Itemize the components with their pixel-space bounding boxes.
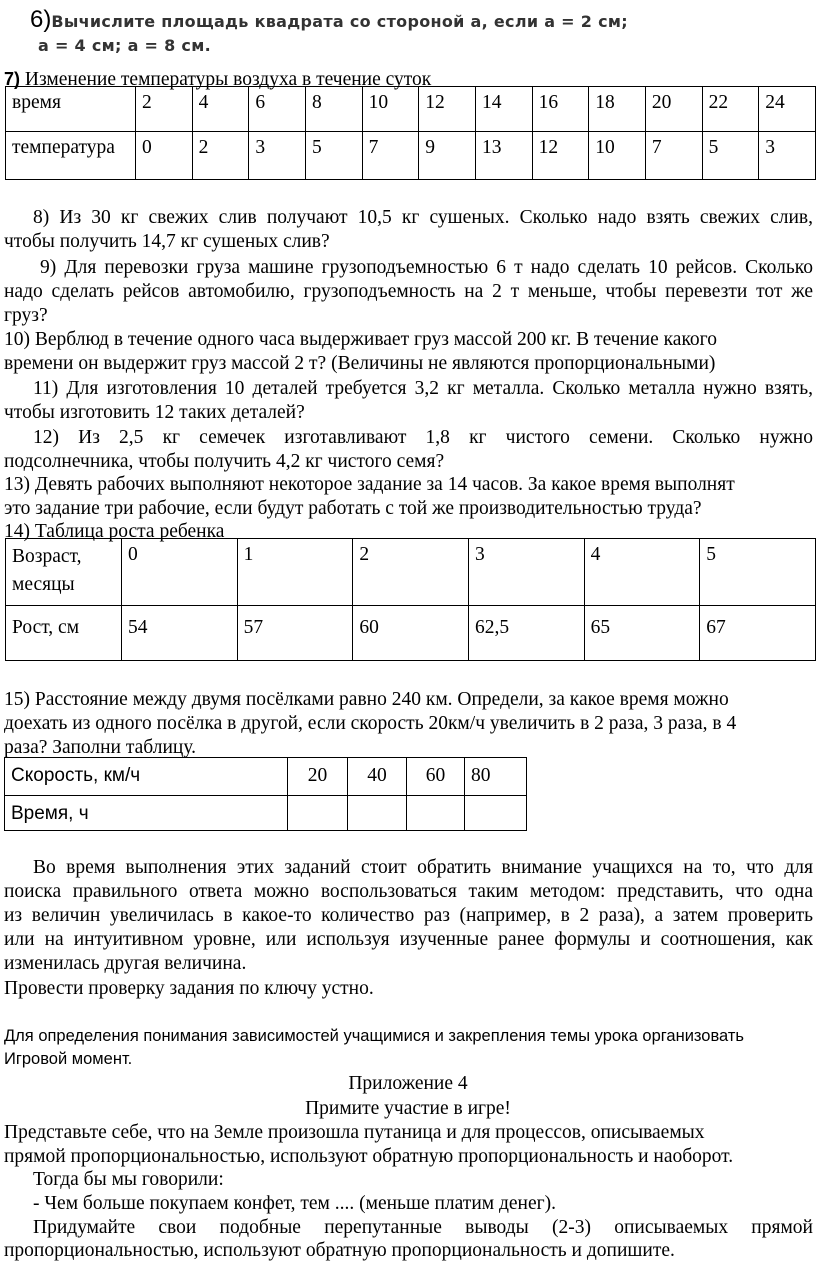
- table-cell: 12: [419, 87, 476, 132]
- table-cell: 1: [237, 539, 353, 606]
- table-cell: 5: [700, 539, 816, 606]
- task13-line2: это задание три рабочие, если будут работать с той же производительностью труда?: [4, 498, 702, 519]
- task14-title: 14) Таблица роста ребенка: [4, 521, 225, 542]
- table-cell: 22: [702, 87, 759, 132]
- table-cell: 12: [532, 132, 589, 180]
- table-cell: 65: [584, 606, 700, 661]
- note-line5: изменилась другая величина.: [4, 953, 247, 974]
- task9-line3: груз?: [4, 305, 48, 326]
- task7-number: 7): [4, 69, 21, 89]
- appendix-line1: Представьте себе, что на Земле произошла путаница и для процессов, описываемых: [4, 1122, 705, 1143]
- table-row: [6, 132, 816, 180]
- task12-line2: подсолнечника, чтобы получить 4,2 кг чистого семя?: [4, 451, 445, 472]
- game-intro-line2: Игровой момент.: [4, 1050, 133, 1068]
- game-intro-line1: Для определения понимания зависимостей учащимися и закрепления темы урока организовать: [4, 1027, 745, 1045]
- table-cell: [288, 796, 348, 831]
- table-cell: Время, ч: [5, 796, 288, 831]
- task13-line1: 13) Девять рабочих выполняют некоторое задание за 14 часов. За какое время выполнят: [4, 474, 735, 495]
- table-cell: Возраст, месяцы: [6, 539, 122, 606]
- table-cell: 54: [122, 606, 238, 661]
- note-line4: или на интуитивном уровне, или используя изученные ранее формулы и соотношения, как: [4, 929, 813, 950]
- table-cell: 60: [353, 606, 469, 661]
- table-cell: 80: [465, 758, 527, 796]
- temperature-table: [5, 86, 816, 180]
- appendix-line5: Придумайте свои подобные перепутанные выводы (2-3) описываемых прямой: [33, 1217, 813, 1238]
- table-row: [6, 87, 816, 132]
- note-line3: из величин увеличилась в какое-то количество раз (например, в 2 раза), а затем проверить: [4, 905, 813, 926]
- table-row: [5, 796, 527, 831]
- table-cell: 2: [353, 539, 469, 606]
- task7-title-text: Изменение температуры воздуха в течение суток: [20, 69, 432, 90]
- table-cell: 7: [645, 132, 702, 180]
- child-growth-table: [5, 538, 816, 661]
- table-cell: 9: [419, 132, 476, 180]
- task8-line2: чтобы получить 14,7 кг сушеных слив?: [4, 231, 330, 252]
- table-cell: 3: [468, 539, 584, 606]
- table-cell: 3: [759, 132, 816, 180]
- task11-line1: 11) Для изготовления 10 деталей требуется 3,2 кг металла. Сколько металла нужно взять,: [33, 378, 813, 399]
- appendix-line3: Тогда бы мы говорили:: [33, 1169, 224, 1190]
- table-row: [6, 606, 816, 661]
- table-cell: 40: [348, 758, 407, 796]
- table-cell: 62,5: [468, 606, 584, 661]
- task11-line2: чтобы изготовить 12 таких деталей?: [4, 402, 305, 423]
- table-cell: 18: [589, 87, 646, 132]
- task15-line2: доехать из одного посёлка в другой, если скорость 20км/ч увеличить в 2 раза, 3 раза, в 4: [4, 713, 737, 734]
- table-cell: 8: [305, 87, 362, 132]
- table-cell: 14: [475, 87, 532, 132]
- table-cell: 0: [136, 132, 193, 180]
- table-cell: 10: [362, 87, 419, 132]
- table-cell: 2: [192, 132, 249, 180]
- speed-time-table: [4, 757, 527, 831]
- task6: [30, 8, 628, 34]
- table-row: [5, 758, 527, 796]
- table-cell: 24: [759, 87, 816, 132]
- task6-line2: a = 4 см; a = 8 см.: [38, 36, 211, 55]
- task9-line2: надо сделать рейсов автомобилю, грузоподъемность на 2 т меньше, чтобы перевезти тот же: [4, 281, 813, 302]
- table-cell: [407, 796, 465, 831]
- table-cell: температура: [6, 132, 136, 180]
- table-cell: [465, 796, 527, 831]
- table-cell: [348, 796, 407, 831]
- task12-line1: 12) Из 2,5 кг семечек изготавливают 1,8 кг чистого семени. Сколько нужно: [33, 427, 813, 448]
- table-cell: 10: [589, 132, 646, 180]
- appendix-subtitle: Примите участие в игре!: [305, 1098, 511, 1119]
- appendix-title: Приложение 4: [348, 1073, 468, 1094]
- table-cell: 0: [122, 539, 238, 606]
- note-line1: Во время выполнения этих заданий стоит обратить внимание учащихся на то, что для: [33, 857, 813, 878]
- table-cell: Скорость, км/ч: [5, 758, 288, 796]
- appendix-line4: - Чем больше покупаем конфет, тем .... (меньше платим денег).: [33, 1193, 557, 1214]
- task10-line2: времени он выдержит груз массой 2 т? (Величины не являются пропорциональными): [4, 353, 716, 374]
- table-cell: 3: [249, 132, 306, 180]
- table-cell: 16: [532, 87, 589, 132]
- table-cell: 67: [700, 606, 816, 661]
- note-line2: поиска правильного ответа можно воспользоваться таким методом: представить, что одна: [4, 881, 813, 902]
- table-cell: 20: [288, 758, 348, 796]
- table-cell: 4: [584, 539, 700, 606]
- task15-line1: 15) Расстояние между двумя посёлками равно 240 км. Определи, за какое время можно: [4, 689, 729, 710]
- table-cell: 7: [362, 132, 419, 180]
- task8-line1: 8) Из 30 кг свежих слив получают 10,5 кг сушеных. Сколько надо взять свежих слив,: [33, 207, 813, 228]
- table-cell: 5: [305, 132, 362, 180]
- task6-number: 6): [30, 6, 52, 33]
- table-cell: время: [6, 87, 136, 132]
- appendix-line2: прямой пропорциональностью, используют обратную пропорциональность и наоборот.: [4, 1146, 734, 1167]
- task10-line1: 10) Верблюд в течение одного часа выдерживает груз массой 200 кг. В течение какого: [4, 329, 717, 350]
- table-cell: 6: [249, 87, 306, 132]
- note-check-line: Провести проверку задания по ключу устно.: [4, 978, 374, 999]
- task6-line1: Вычислите площадь квадрата со стороной a, если a = 2 см;: [51, 12, 628, 31]
- table-cell: 4: [192, 87, 249, 132]
- task9-line1: 9) Для перевозки груза машине грузоподъемностью 6 т надо сделать 10 рейсов. Сколько: [40, 257, 813, 278]
- table-cell: 20: [645, 87, 702, 132]
- table-row: [6, 539, 816, 606]
- table-cell: 60: [407, 758, 465, 796]
- table-cell: Рост, см: [6, 606, 122, 661]
- table-cell: 13: [475, 132, 532, 180]
- table-cell: 2: [136, 87, 193, 132]
- task15-line3: раза? Заполни таблицу.: [4, 737, 196, 758]
- table-cell: 57: [237, 606, 353, 661]
- table-cell: 5: [702, 132, 759, 180]
- appendix-line6: пропорциональностью, используют обратную пропорциональность и допишите.: [4, 1240, 675, 1261]
